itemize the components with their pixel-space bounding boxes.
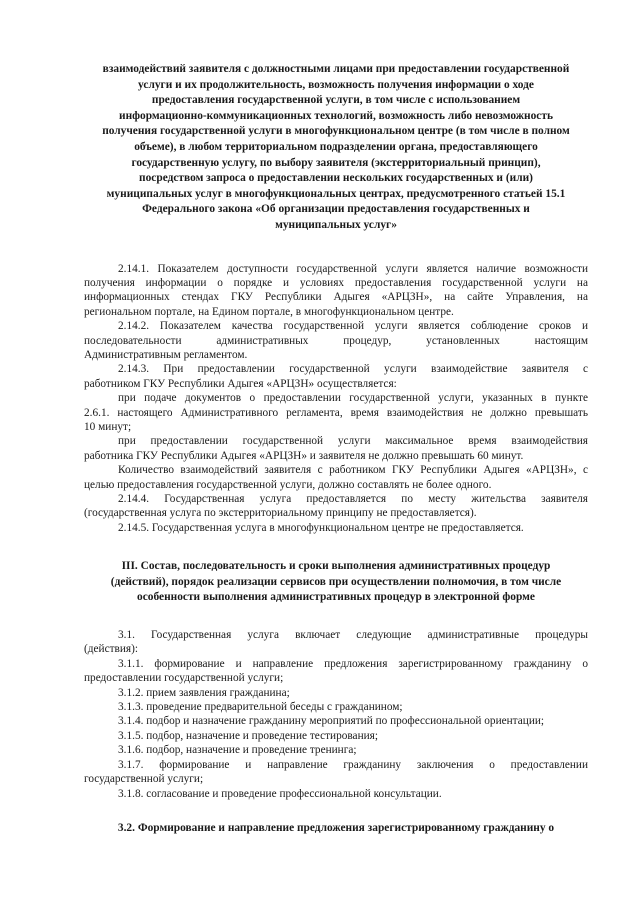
paragraph-interaction-count — [84, 463, 588, 492]
section-body-2-14 — [84, 262, 588, 536]
paragraph-3-1 — [84, 628, 588, 657]
heading-line: особенности выполнения административных процедур в электронной форме — [137, 591, 535, 604]
text-line: целью предоставления государственной услуги, должно составлять не более одного. — [84, 478, 492, 491]
heading-line: получения государственной услуги в многофункциональном центре (в том числе в полном — [102, 125, 570, 138]
paragraph-2-14-3 — [84, 362, 588, 391]
text-line: 2.14.5. Государственная услуга в многофункциональном центре не предоставляется. — [118, 521, 524, 534]
text-line: региональном портале, на Едином портале, в многофункциональном центре. — [84, 305, 454, 318]
paragraph-3-1-5 — [84, 729, 588, 743]
heading-line: 3.2. Формирование и направление предложения зарегистрированному гражданину о — [117, 821, 555, 834]
text-line: государственной услуги; — [84, 773, 204, 786]
paragraph-3-1-4 — [84, 714, 588, 728]
text-line: Административным регламентом. — [84, 348, 248, 361]
text-line: 3.1.6. подбор, назначение и проведение тренинга; — [118, 744, 357, 757]
text-line: информационных стендах ГКУ Республики Адыгея «АРЦЗН», на сайте Управления, на — [84, 291, 588, 304]
text-line: 3.1. Государственная услуга включает следующие административные процедуры — [118, 629, 588, 642]
text-line: 3.1.1. формирование и направление предложения зарегистрированному гражданину о — [118, 657, 588, 670]
paragraph-3-1-8 — [84, 787, 588, 801]
text-line: 10 минут; — [84, 421, 132, 433]
text-line: Количество взаимодействий заявителя с работником ГКУ Республики Адыгея «АРЦЗН», с — [118, 464, 588, 477]
text-line: 2.14.3. При предоставлении государственной услуги взаимодействие заявителя с — [118, 363, 588, 376]
heading-line: посредством запроса о предоставлении нескольких государственных и (или) — [139, 172, 533, 185]
text-line: 3.1.4. подбор и назначение гражданину мероприятий по профессиональной ориентации; — [118, 715, 545, 728]
paragraph-3-1-3 — [84, 700, 588, 714]
text-line: 3.1.8. согласование и проведение профессиональной консультации. — [118, 787, 442, 800]
paragraph-3-1-6 — [84, 743, 588, 757]
section-heading-interaction — [84, 62, 588, 234]
heading-line: Федерального закона «Об организации предоставления государственных и — [142, 203, 530, 216]
paragraph-document-submission — [84, 391, 588, 434]
text-line: 2.6.1. настоящего Административного регламента, время взаимодействия не должно превышать — [84, 406, 588, 419]
heading-line: муниципальных услуг в многофункциональных центрах, предусмотренного статьей 15.1 — [106, 187, 566, 200]
text-line: при предоставлении государственной услуги максимальное время взаимодействия — [118, 435, 588, 448]
text-line: последовательности административных процедур, установленных настоящим — [84, 334, 588, 347]
paragraph-2-14-4 — [84, 492, 588, 521]
text-line: 3.1.3. проведение предварительной беседы с гражданином; — [118, 701, 403, 714]
heading-line: взаимодействий заявителя с должностными лицами при предоставлении государственной — [102, 63, 570, 75]
heading-line: III. Состав, последовательность и сроки выполнения административных процедур — [121, 560, 551, 573]
text-line: (государственная услуга по экстерриториальному принципу не предоставляется). — [84, 507, 477, 520]
heading-line: (действий), порядок реализации сервисов при осуществлении полномочия, в том числе — [110, 575, 562, 588]
paragraph-3-1-2 — [84, 686, 588, 700]
text-line: 2.14.1. Показателем доступности государственной услуги является наличие возможности — [118, 262, 588, 275]
section-body-3-1 — [84, 628, 588, 801]
text-line: при подаче документов о предоставлении государственной услуги, указанных в пункте — [118, 392, 588, 405]
paragraph-2-14-1 — [84, 262, 588, 320]
text-line: (действия): — [84, 643, 138, 656]
text-line: получения информации о порядке и условиях предоставления государственной услуги на — [84, 276, 588, 289]
text-line: 2.14.4. Государственная услуга предоставляется по месту жительства заявителя — [118, 493, 588, 506]
heading-line: государственную услугу, по выбору заявителя (экстерриториальный принцип), — [131, 156, 541, 169]
text-line: 3.1.2. прием заявления гражданина; — [118, 686, 290, 699]
heading-line: услуги и их продолжительность, возможность получения информации о ходе — [138, 78, 534, 91]
text-line: работника ГКУ Республики Адыгея «АРЦЗН» и заявителя не должно превышать 60 минут. — [84, 449, 524, 462]
text-line: 2.14.2. Показателем качества государственной услуги является соблюдение сроков и — [118, 320, 588, 333]
heading-line: объеме), в любом территориальном подразделении органа, предоставляющего — [134, 140, 538, 153]
paragraph-2-14-2 — [84, 319, 588, 362]
paragraph-2-14-5 — [84, 521, 588, 535]
section-heading-3-2 — [84, 821, 588, 837]
text-line: 3.1.7. формирование и направление гражданину заключения о предоставлении — [118, 758, 588, 771]
section-heading-iii — [84, 559, 588, 606]
text-line: 3.1.5. подбор, назначение и проведение тестирования; — [118, 729, 378, 742]
text-line: предоставлении государственной услуги; — [84, 672, 284, 685]
paragraph-max-interaction-time — [84, 434, 588, 463]
text-line: работником ГКУ Республики Адыгея «АРЦЗН» осуществляется: — [84, 377, 397, 390]
heading-line: информационно-коммуникационных технологий, возможность либо невозможность — [119, 109, 553, 122]
heading-line: муниципальных услуг» — [275, 218, 397, 231]
heading-line: предоставления государственной услуги, в том числе с использованием — [151, 94, 521, 107]
paragraph-3-1-7 — [84, 758, 588, 787]
paragraph-3-1-1 — [84, 657, 588, 686]
